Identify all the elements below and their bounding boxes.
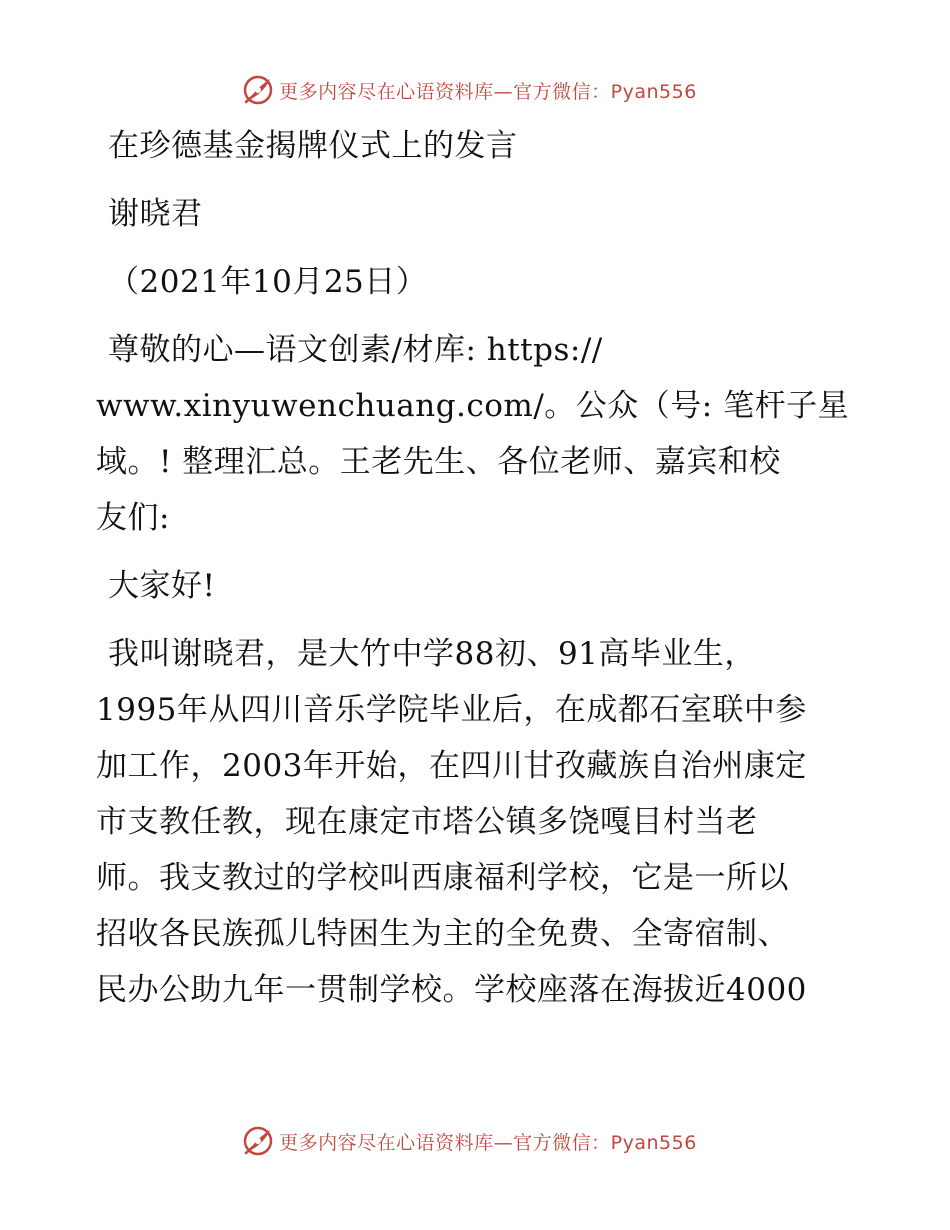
greeting: 大家好!: [108, 568, 216, 604]
footer-banner-text: 更多内容尽在心语资料库—官方微信：Pyan556: [279, 1131, 697, 1154]
salutation-paragraph: [96, 322, 862, 546]
document-author: 谢晓君: [108, 196, 203, 232]
header-banner-text: 更多内容尽在心语资料库—官方微信：Pyan556: [279, 80, 697, 103]
feather-pen-logo-icon: [241, 73, 275, 107]
document-body: [96, 118, 862, 1018]
body-paragraph: [96, 626, 862, 1018]
header-banner-inner: [241, 73, 697, 107]
salutation-line: 域。! 整理汇总。王老先生、各位老师、嘉宾和校: [96, 444, 781, 480]
body-line: 加工作，2003年开始，在四川甘孜藏族自治州康定: [96, 748, 807, 784]
body-line: 招收各民族孤儿特困生为主的全免费、全寄宿制、: [96, 916, 789, 952]
body-line: 市支教任教，现在康定市塔公镇多饶嘎目村当老: [96, 804, 758, 840]
footer-banner-inner: [241, 1124, 697, 1158]
body-line: 民办公助九年一贯制学校。学校座落在海拔近4000: [96, 972, 807, 1008]
salutation-line: 尊敬的心—语文创素/材库: https://: [108, 332, 603, 368]
document-date: （2021年10月25日）: [108, 264, 428, 300]
body-line: 1995年从四川音乐学院毕业后，在成都石室联中参: [96, 692, 807, 728]
feather-pen-logo-icon: [241, 1124, 275, 1158]
body-line: 师。我支教过的学校叫西康福利学校，它是一所以: [96, 860, 789, 896]
footer-banner: [0, 1121, 950, 1161]
salutation-line: www.xinyuwenchuang.com/。公众（号: 笔杆子星: [96, 388, 850, 424]
salutation-line: 友们:: [96, 500, 170, 536]
header-banner: [0, 70, 950, 110]
document-title: 在珍德基金揭牌仪式上的发言: [108, 128, 518, 164]
body-line: 我叫谢晓君，是大竹中学88初、91高毕业生，: [108, 636, 756, 672]
